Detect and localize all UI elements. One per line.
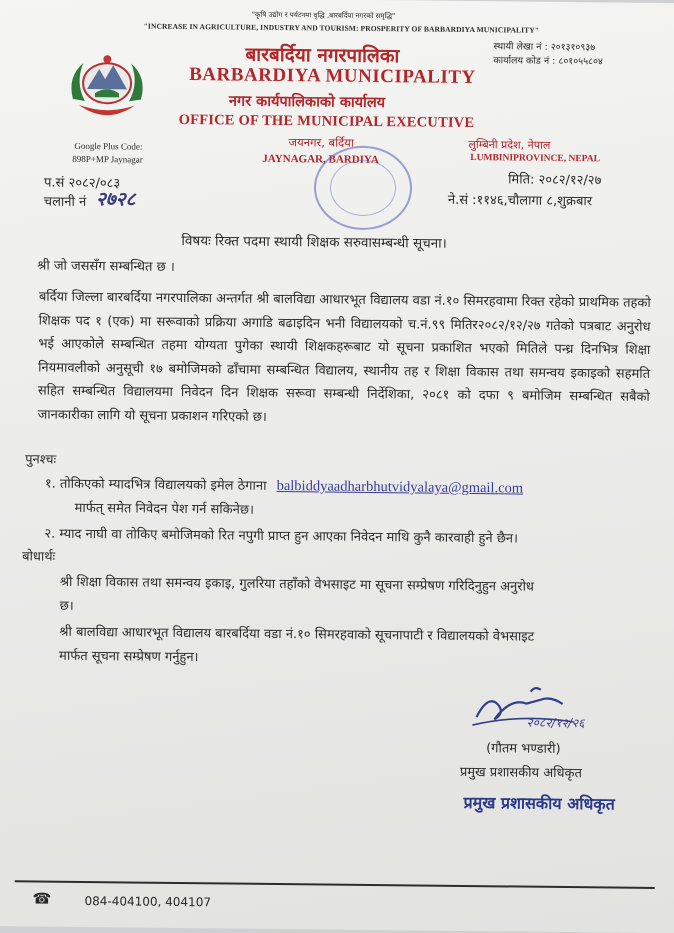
footer-phone: 084-404100, 404107 <box>84 893 212 910</box>
salutation: श्री जो जससँग सम्बन्धित छ । <box>37 258 175 275</box>
chalani-number-handwritten: २७२८ <box>95 188 136 211</box>
address-nepali: जयनगर, बर्दिया <box>288 135 354 150</box>
school-email-link[interactable]: balbiddyaadharbhutvidyalaya@gmail.com <box>276 477 524 497</box>
chalani-label: चलानी नं <box>43 194 87 210</box>
plus-code-label: Google Plus Code: <box>74 140 143 152</box>
province-nepali: लुम्बिनी प्रदेश, नेपाल <box>468 137 551 152</box>
office-code: कार्यालय कोड नं : ८०१०५५८०४ <box>493 55 603 68</box>
bodhartha-line-1-continued: छ। <box>59 598 74 614</box>
nepal-emblem-icon <box>65 49 150 126</box>
municipality-english: BARBARDIYA MUNICIPALITY <box>189 64 476 89</box>
province-english: LUMBINIPROVINCE, NEPAL <box>470 152 601 165</box>
phone-icon: ☎ <box>32 889 52 908</box>
plus-code-value: 898P+MP Jaynagar <box>72 153 143 165</box>
permanent-account-number: स्थायी लेखा नं : २०१३१०९३७ <box>493 41 596 54</box>
punashcha-item-1-text: १. तोकिएको म्यादभित्र विद्यालयको इमेल ठेगाना <box>44 476 267 494</box>
letter-date: मिति: २०८२/१२/२७ <box>508 172 602 189</box>
bodhartha-line-2-continued: मार्फत सूचना सम्प्रेषण गर्नुहुन। <box>59 648 199 666</box>
footer-rule <box>15 880 655 889</box>
subject-line: विषयः रिक्त पदमा स्थायी शिक्षक सरुवासम्बन्धी सूचना। <box>181 232 447 252</box>
reference-number: प.सं २०८२/०८३ <box>43 175 121 192</box>
office-stamp <box>314 145 413 230</box>
signatory-title: प्रमुख प्रशासकीय अधिकृत <box>459 764 583 782</box>
slogan-english: "INCREASE IN AGRICULTURE, INDUSTRY AND TOURISM: PROSPERITY OF BARBARDIYA MUNICIPALITY" <box>143 21 540 35</box>
signatory-title-stamp: प्रमुख प्रशासकीय अधिकृत <box>463 792 615 814</box>
notice-body: बर्दिया जिल्ला बारबर्दिया नगरपालिका अन्तर्गत श्री बालविद्या आधारभूत विद्यालय वडा नं.१० सिमरहवामा रिक्त रहेको प्राथमिक तहको शिक्षक पद १ (एक) मा सरूवाको प्रक्रिया अगाडि बढाइदिन भनी विद्यालयको च.नं.९९ मितिर२०८२/१२/२७ गतेको पत्रबाट अनुरोध भई आएकोले सम्बन्धित तहमा योग्यता पुगेका स्थायी शिक्षकहरूबाट यो सूचना प्रकाशित भएको मितिले पन्ध्र दिनभित्र शिक्षा नियमावलीको अनुसूची १७ बमोजिमको ढाँचामा सम्बन्धित विद्यालय, स्थानीय तह र शिक्षा विकास तथा समन्वय इकाइको सहमति सहित सम्बन्धित विद्यालयमा निवेदन दिन शिक्षक सरूवा सम्बन्धी निर्देशिका, २०८१ को दफा ९ बमोजिम सम्बन्धित सबैको जानकारीका लागि यो सूचना प्रकाशन गरिएको छ। <box>37 289 651 425</box>
punashcha-item-2: २. म्याद नाघी वा तोकिए बमोजिमको रित नपुगी प्राप्त हुन आएका निवेदन माथि कुनै कारवाही हुने छैन। <box>44 526 519 547</box>
punashcha-item-1-continued: मार्फत् समेत निवेदन पेश गर्न सकिनेछ। <box>74 500 255 518</box>
bodhartha-line-2: श्री बालविद्या आधारभूत विद्यालय बारबर्दिया वडा नं.१० सिमरहवाको सूचनापाटी र विद्यालयको वेभसाइट <box>59 624 535 645</box>
bodhartha-label: बोधार्थः <box>22 549 56 565</box>
nepal-samvat-date: ने.सं :११४६,चौलागा ८,शुक्रबार <box>447 192 593 210</box>
punashcha-label: पुनश्चः <box>25 452 57 468</box>
signatory-name: (गौतम भण्डारी) <box>486 741 561 757</box>
slogan-nepali: "कृषि उद्योग र पर्यटनमा वृद्धि ,बारबर्दिया नगरको समृद्धि" <box>251 10 396 21</box>
office-english: OFFICE OF THE MUNICIPAL EXECUTIVE <box>178 111 475 132</box>
municipality-nepali: बारबर्दिया नगरपालिका <box>245 43 400 68</box>
bodhartha-line-1: श्री शिक्षा विकास तथा समन्वय इकाइ, गुलरिया तहाँको वेभसाइट मा सूचना सम्प्रेषण गरिदिनुहुन अनुरोध <box>59 574 535 595</box>
signature-date-handwritten: २०८२/१२/२६ <box>526 715 585 731</box>
office-nepali: नगर कार्यपालिकाको कार्यालय <box>228 93 386 112</box>
address-english: JAYNAGAR, BARDIYA <box>262 152 379 167</box>
